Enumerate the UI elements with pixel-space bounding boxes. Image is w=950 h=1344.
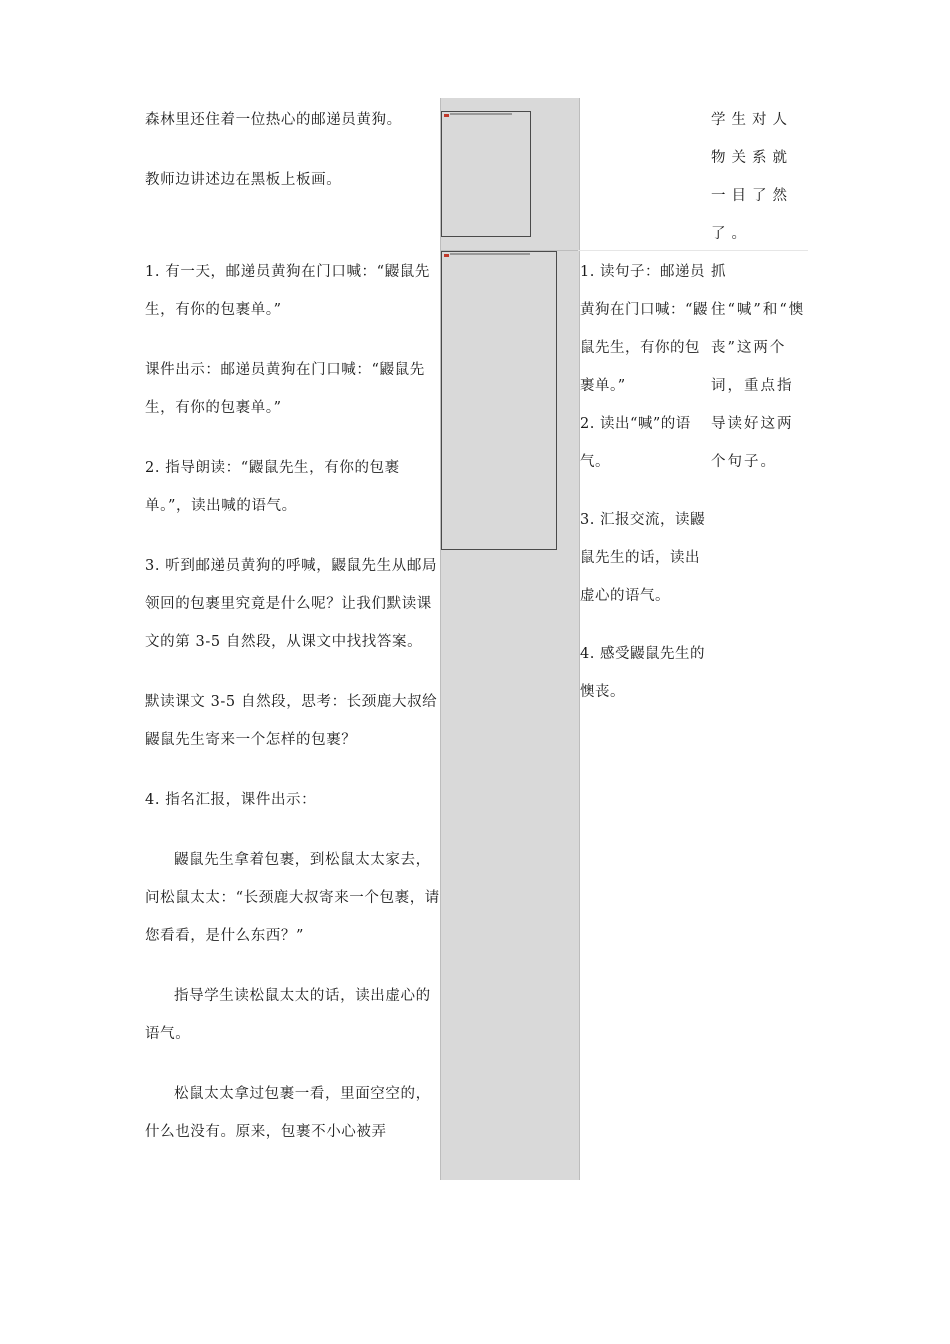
slide-marker-icon	[444, 254, 449, 257]
paragraph: 森林里还住着一位热心的邮递员黄狗。	[145, 112, 402, 128]
slide-caption-line	[450, 113, 512, 115]
slide-thumbnail-2[interactable]	[441, 251, 557, 550]
paragraph: 3. 听到邮递员黄狗的呼喊，鼹鼠先生从邮局领回的包裹里究竟是什么呢？让我们默读课文的第 3-5 自然段，从课文中找找答案。	[145, 558, 438, 650]
paragraph: 1. 有一天，邮递员黄狗在门口喊：“鼹鼠先生，有你的包裹单。”	[145, 264, 430, 318]
student-activity-column	[580, 253, 708, 711]
teacher-activity-column	[145, 101, 442, 199]
paragraph: 2. 读出“喊”的语气。	[580, 416, 691, 470]
paragraph: 教师边讲述边在黑板上板画。	[145, 172, 342, 188]
design-intent-column	[711, 101, 809, 253]
paragraph: 课件出示：邮递员黄狗在门口喊：“鼹鼠先生，有你的包裹单。”	[145, 362, 425, 416]
paragraph: 默读课文 3-5 自然段，思考：长颈鹿大叔给鼹鼠先生寄来一个怎样的包裹？	[145, 694, 438, 748]
paragraph: 学生对人物关系就一目了然了。	[711, 112, 793, 242]
paragraph: 指导学生读松鼠太太的话，读出虚心的语气。	[145, 988, 431, 1042]
teacher-activity-column-row2	[145, 253, 442, 1151]
paragraph: 松鼠太太拿过包裹一看，里面空空的，什么也没有。原来，包裹不小心被弄	[145, 1086, 431, 1140]
paragraph: 4. 指名汇报，课件出示：	[145, 792, 317, 808]
paragraph: 抓住“喊”和“懊丧”这两个词，重点指导读好这两个句子。	[711, 264, 806, 470]
paragraph: 3. 汇报交流，读鼹鼠先生的话，读出虚心的语气。	[580, 512, 705, 604]
design-intent-column-row2	[711, 253, 809, 481]
slide-caption-line	[450, 253, 530, 255]
paragraph: 1. 读句子：邮递员黄狗在门口喊：“鼹鼠先生，有你的包裹单。”	[580, 264, 708, 394]
paragraph: 2. 指导朗读：“鼹鼠先生，有你的包裹单。”，读出喊的语气。	[145, 460, 400, 514]
paragraph: 4. 感受鼹鼠先生的懊丧。	[580, 646, 705, 700]
paragraph: 鼹鼠先生拿着包裹，到松鼠太太家去，问松鼠太太：“长颈鹿大叔寄来一个包裹，请您看看，是什么东西？”	[145, 852, 440, 944]
slide-thumbnail-1[interactable]	[441, 111, 531, 237]
slide-marker-icon	[444, 114, 449, 117]
